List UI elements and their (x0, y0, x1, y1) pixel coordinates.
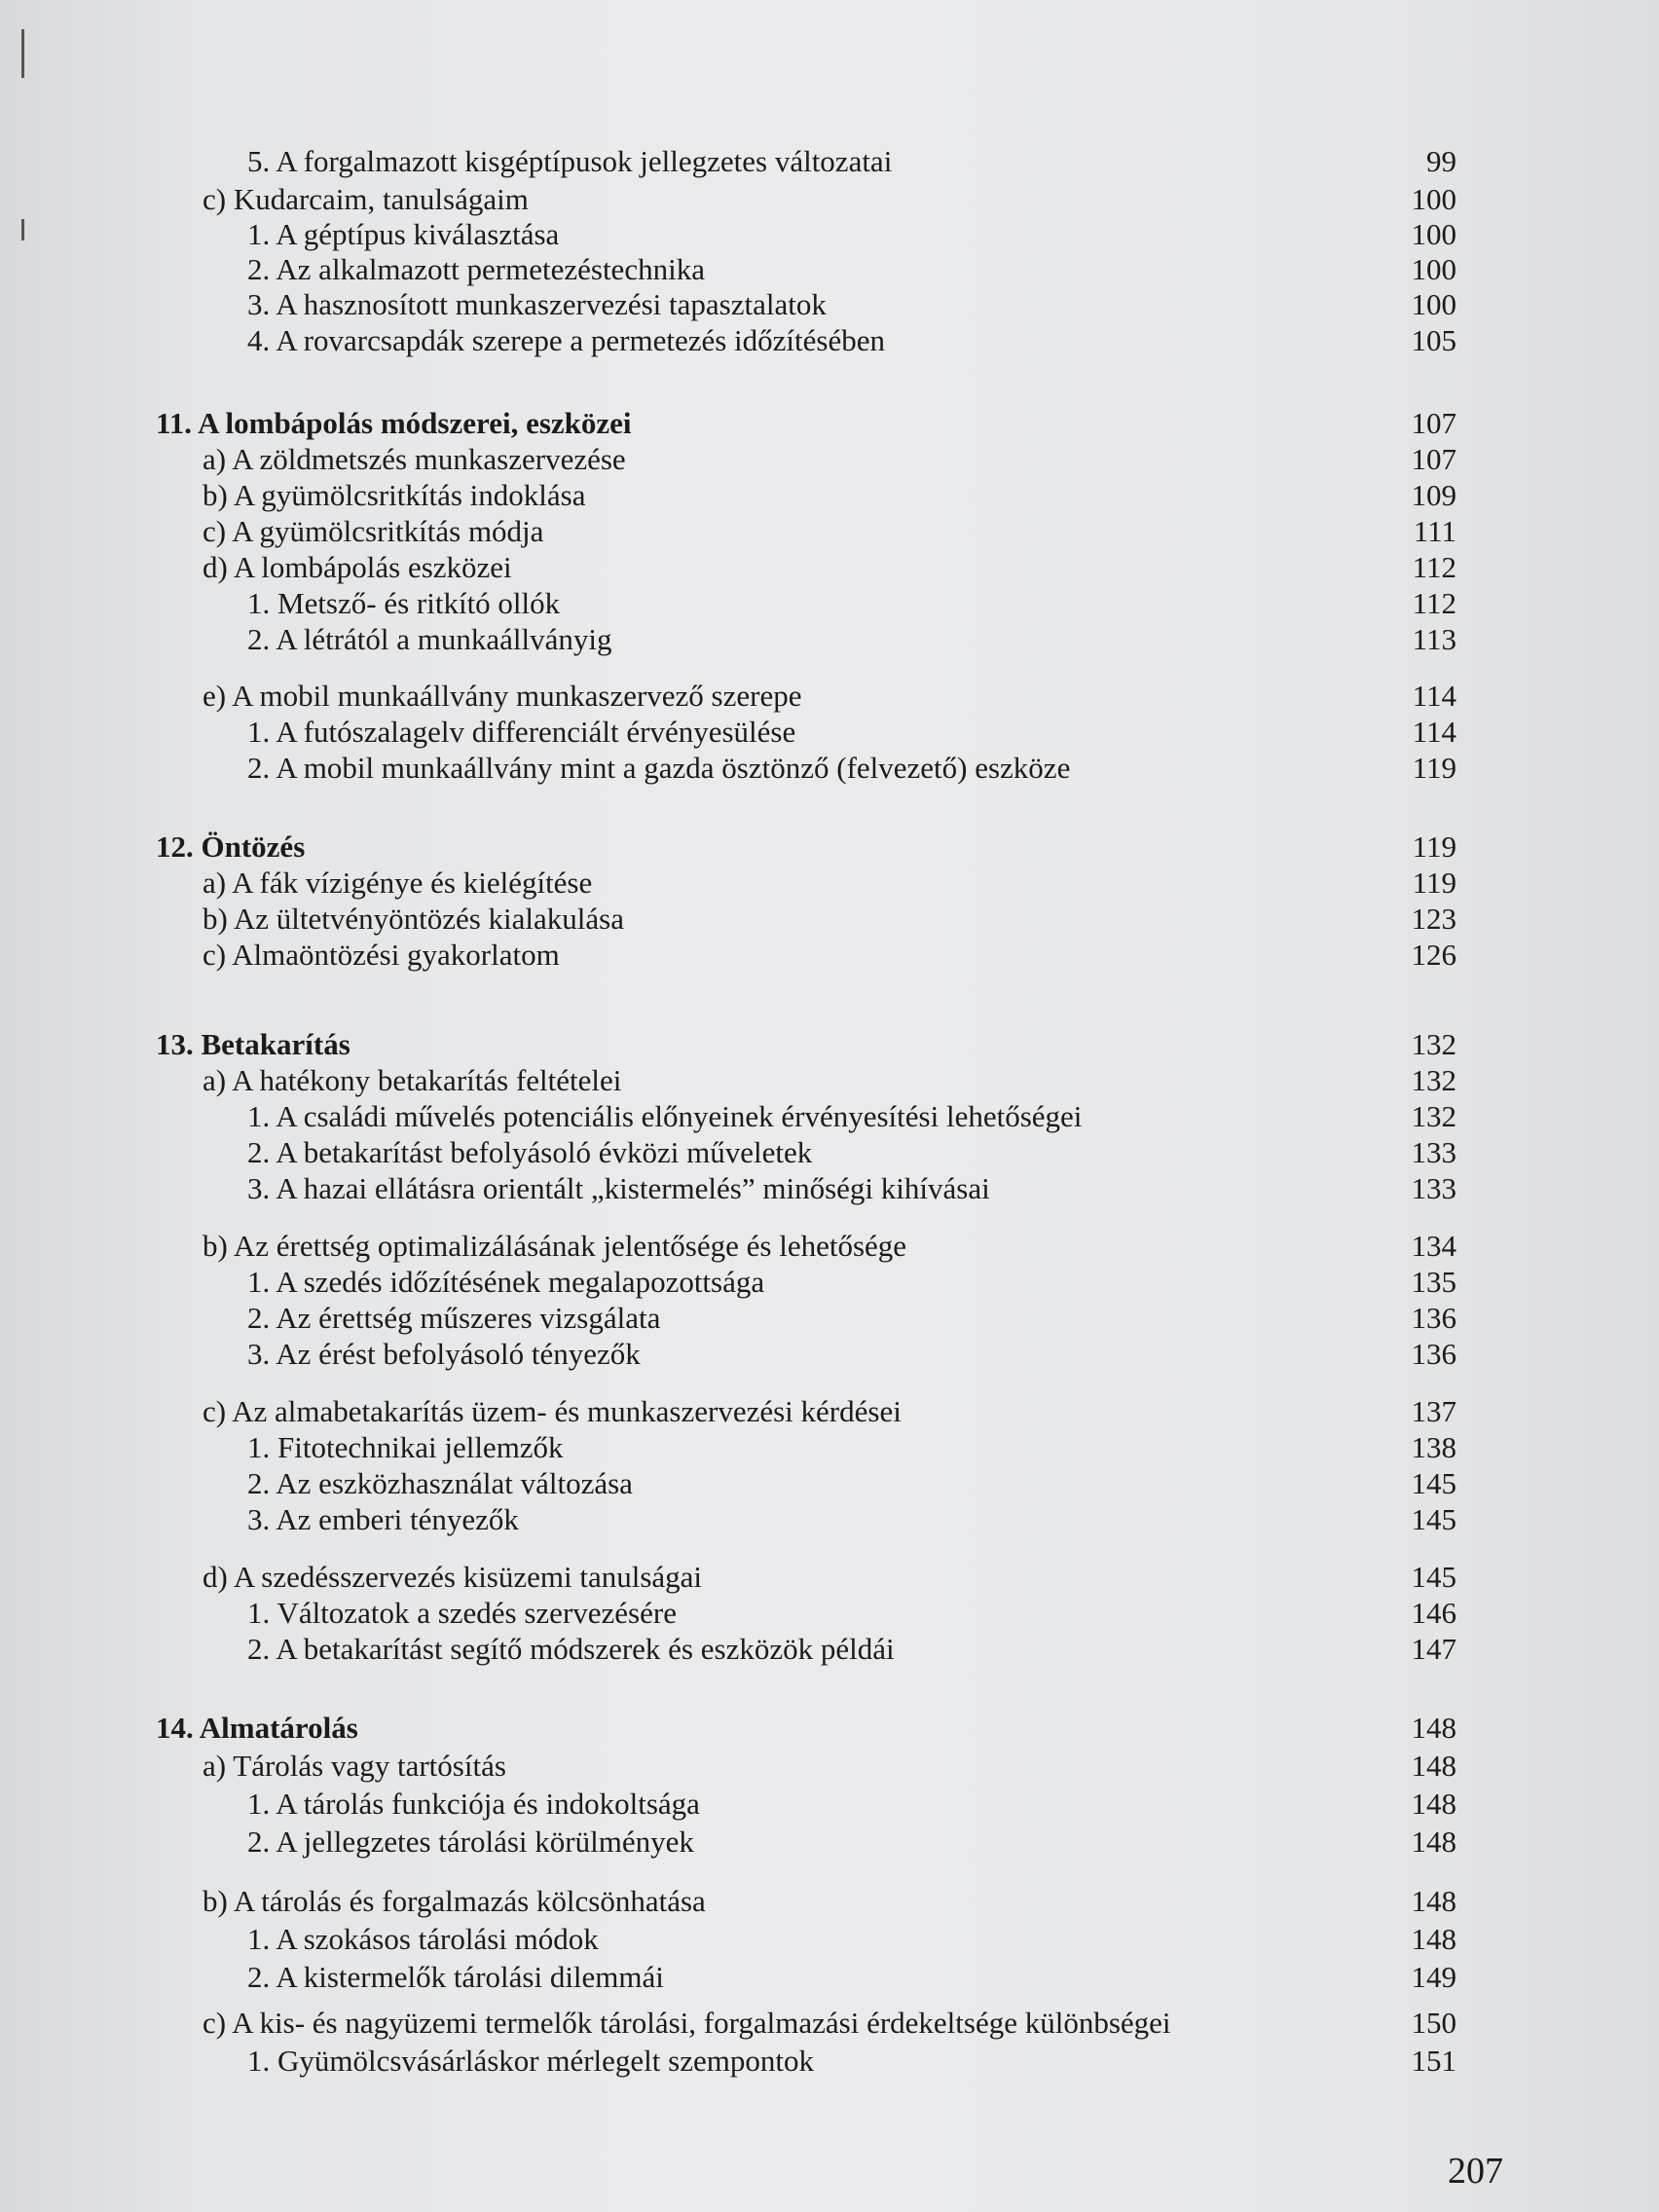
toc-entry-page: 149 (1411, 1960, 1456, 1994)
toc-entry-page: 147 (1411, 1632, 1456, 1666)
toc-entry-title: 2. A létrától a munkaállványig (247, 622, 612, 656)
toc-entry-title: d) A lombápolás eszközei (203, 550, 512, 584)
toc-entry-page: 150 (1411, 2006, 1456, 2040)
toc-entry (0, 215, 1659, 254)
toc-entry-title: 1. Változatok a szedés szervezésére (247, 1596, 677, 1630)
toc-entry-title: 1. A szedés időzítésének megalapozottsága (247, 1265, 765, 1299)
toc-entry (0, 512, 1659, 551)
toc-entry (0, 1500, 1659, 1539)
toc-entry-title: 3. Az érést befolyásoló tényezők (247, 1337, 641, 1371)
toc-entry-page: 145 (1411, 1560, 1456, 1594)
toc-entry-title: 5. A forgalmazott kisgéptípusok jellegzetes változatai (247, 144, 893, 178)
toc-entry-page: 114 (1412, 679, 1456, 713)
toc-entry-page: 132 (1411, 1063, 1456, 1097)
toc-chapter-heading (0, 828, 1659, 866)
toc-entry-page: 132 (1411, 1099, 1456, 1133)
toc-chapter-heading (0, 404, 1659, 443)
toc-entry (0, 1133, 1659, 1172)
toc-entry-title: 2. A kistermelők tárolási dilemmái (247, 1960, 664, 1994)
toc-entry (0, 900, 1659, 939)
toc-entry (0, 620, 1659, 659)
toc-chapter-heading (0, 1025, 1659, 1064)
toc-entry-page: 135 (1411, 1265, 1456, 1299)
toc-entry-title: 2. A betakarítást segítő módszerek és eszközök példái (247, 1632, 895, 1666)
toc-entry-title: e) A mobil munkaállvány munkaszervező szerepe (203, 679, 802, 713)
toc-entry-title: b) A tárolás és forgalmazás kölcsönhatása (203, 1884, 706, 1918)
toc-entry-title: 2. Az eszközhasználat változása (247, 1466, 633, 1500)
toc-entry-title: 3. Az emberi tényezők (247, 1502, 519, 1536)
toc-entry-page: 113 (1412, 622, 1456, 656)
toc-entry-title: c) A kis- és nagyüzemi termelők tárolási, forgalmazási érdekeltsége különbségei (203, 2006, 1171, 2040)
toc-entry-title: c) Almaöntözési gyakorlatom (203, 938, 560, 972)
toc-entry-page: 107 (1411, 442, 1456, 476)
toc-entry-title: 4. A rovarcsapdák szerepe a permetezés időzítésében (247, 323, 885, 357)
toc-entry-page: 134 (1411, 1229, 1456, 1263)
toc-entry (0, 1594, 1659, 1633)
toc-entry-page: 136 (1411, 1301, 1456, 1335)
toc-chapter-heading (0, 1709, 1659, 1748)
toc-entry (0, 180, 1659, 219)
toc-entry-page: 151 (1411, 2044, 1456, 2078)
toc-entry (0, 864, 1659, 903)
toc-entry-page: 145 (1411, 1502, 1456, 1536)
toc-entry-page: 100 (1411, 287, 1456, 321)
toc-entry-title: b) Az ültetvényöntözés kialakulása (203, 902, 625, 936)
toc-entry-page: 146 (1411, 1596, 1456, 1630)
toc-entry-page: 138 (1411, 1430, 1456, 1464)
toc-entry-title: 1. A családi művelés potenciális előnyeinek érvényesítési lehetőségei (247, 1099, 1083, 1133)
toc-entry (0, 713, 1659, 752)
toc-entry (0, 1392, 1659, 1431)
toc-entry (0, 2042, 1659, 2081)
toc-entry (0, 142, 1659, 181)
toc-entry-title: d) A szedésszervezés kisüzemi tanulságai (203, 1560, 703, 1594)
toc-entry (0, 1263, 1659, 1302)
toc-entry-title: 1. Fitotechnikai jellemzők (247, 1430, 564, 1464)
toc-entry-page: 112 (1412, 550, 1456, 584)
toc-entry-page: 137 (1411, 1394, 1456, 1428)
toc-entry (0, 1428, 1659, 1467)
toc-entry (0, 321, 1659, 360)
toc-entry-page: 114 (1412, 715, 1456, 749)
toc-entry (0, 1335, 1659, 1374)
toc-entry (0, 1464, 1659, 1503)
toc-entry (0, 1061, 1659, 1100)
toc-entry-page: 148 (1411, 1711, 1456, 1745)
toc-entry-title: 14. Almatárolás (156, 1711, 358, 1745)
toc-entry-title: 1. A tárolás funkciója és indokoltsága (247, 1787, 700, 1821)
toc-entry-title: c) Az almabetakarítás üzem- és munkaszervezési kérdései (203, 1394, 902, 1428)
toc-entry-title: 2. Az alkalmazott permetezéstechnika (247, 252, 705, 286)
toc-entry-title: 2. A mobil munkaállvány mint a gazda ösztönző (felvezető) eszköze (247, 751, 1071, 785)
toc-entry-title: b) Az érettség optimalizálásának jelentősége és lehetősége (203, 1229, 907, 1263)
toc-entry-page: 148 (1411, 1787, 1456, 1821)
toc-entry (0, 1227, 1659, 1266)
toc-entry-page: 133 (1411, 1135, 1456, 1169)
toc-entry (0, 1299, 1659, 1338)
toc-entry (0, 1169, 1659, 1208)
toc-entry-title: b) A gyümölcsritkítás indoklása (203, 478, 586, 512)
toc-entry-page: 145 (1411, 1466, 1456, 1500)
toc-entry-page: 148 (1411, 1922, 1456, 1956)
toc-entry-title: 1. A géptípus kiválasztása (247, 217, 560, 251)
toc-entry-page: 100 (1411, 217, 1456, 251)
toc-entry-page: 100 (1411, 252, 1456, 286)
toc-entry-page: 126 (1411, 938, 1456, 972)
toc-entry-page: 109 (1411, 478, 1456, 512)
toc-entry-title: a) A hatékony betakarítás feltételei (203, 1063, 622, 1097)
binding-mark (21, 29, 24, 78)
toc-entry-title: a) A fák vízigénye és kielégítése (203, 866, 593, 900)
toc-entry (0, 1558, 1659, 1597)
toc-entry (0, 1630, 1659, 1669)
toc-entry-title: 3. A hazai ellátásra orientált „kistermelés” minőségi kihívásai (247, 1171, 990, 1205)
toc-entry-title: 1. Gyümölcsvásárláskor mérlegelt szempontok (247, 2044, 814, 2078)
toc-entry (0, 285, 1659, 324)
toc-entry-page: 100 (1411, 182, 1456, 216)
toc-entry (0, 936, 1659, 975)
toc-entry-page: 148 (1411, 1884, 1456, 1918)
toc-entry-title: a) Tárolás vagy tartósítás (203, 1749, 506, 1783)
toc-entry (0, 548, 1659, 587)
toc-entry-title: a) A zöldmetszés munkaszervezése (203, 442, 626, 476)
toc-entry-title: 2. A betakarítást befolyásoló évközi műveletek (247, 1135, 813, 1169)
toc-entry (0, 1920, 1659, 1959)
toc-entry (0, 1785, 1659, 1824)
toc-entry (0, 749, 1659, 788)
toc-entry-page: 133 (1411, 1171, 1456, 1205)
toc-entry-page: 105 (1411, 323, 1456, 357)
toc-entry (0, 2004, 1659, 2043)
toc-entry (0, 584, 1659, 623)
toc-entry-page: 132 (1411, 1027, 1456, 1061)
toc-entry-title: 1. A futószalagelv differenciált érvényesülése (247, 715, 796, 749)
toc-entry (0, 1882, 1659, 1921)
toc-entry-title: 3. A hasznosított munkaszervezési tapasztalatok (247, 287, 827, 321)
toc-entry-page: 111 (1413, 514, 1456, 548)
toc-entry (0, 250, 1659, 289)
toc-entry (0, 1823, 1659, 1862)
toc-entry-page: 99 (1426, 144, 1456, 178)
toc-entry-title: 2. Az érettség műszeres vizsgálata (247, 1301, 661, 1335)
toc-entry (0, 476, 1659, 515)
toc-entry-page: 148 (1411, 1749, 1456, 1783)
toc-entry-title: 12. Öntözés (156, 830, 306, 864)
toc-entry-page: 119 (1412, 866, 1456, 900)
toc-entry-title: c) Kudarcaim, tanulságaim (203, 182, 529, 216)
toc-entry-page: 119 (1412, 830, 1456, 864)
toc-entry-page: 112 (1412, 586, 1456, 620)
toc-entry-title: 1. A szokásos tárolási módok (247, 1922, 599, 1956)
toc-entry (0, 1747, 1659, 1786)
toc-entry-title: 2. A jellegzetes tárolási körülmények (247, 1825, 694, 1859)
toc-entry (0, 1097, 1659, 1136)
toc-entry-page: 136 (1411, 1337, 1456, 1371)
page-number: 207 (1448, 2151, 1503, 2192)
toc-entry (0, 1958, 1659, 1997)
toc-entry (0, 440, 1659, 479)
toc-entry (0, 677, 1659, 716)
toc-entry-page: 123 (1411, 902, 1456, 936)
toc-entry-page: 148 (1411, 1825, 1456, 1859)
toc-entry-page: 107 (1411, 406, 1456, 440)
toc-entry-title: 1. Metsző- és ritkító ollók (247, 586, 561, 620)
toc-entry-title: 13. Betakarítás (156, 1027, 350, 1061)
toc-entry-title: 11. A lombápolás módszerei, eszközei (156, 406, 632, 440)
toc-entry-page: 119 (1412, 751, 1456, 785)
toc-entry-title: c) A gyümölcsritkítás módja (203, 514, 544, 548)
